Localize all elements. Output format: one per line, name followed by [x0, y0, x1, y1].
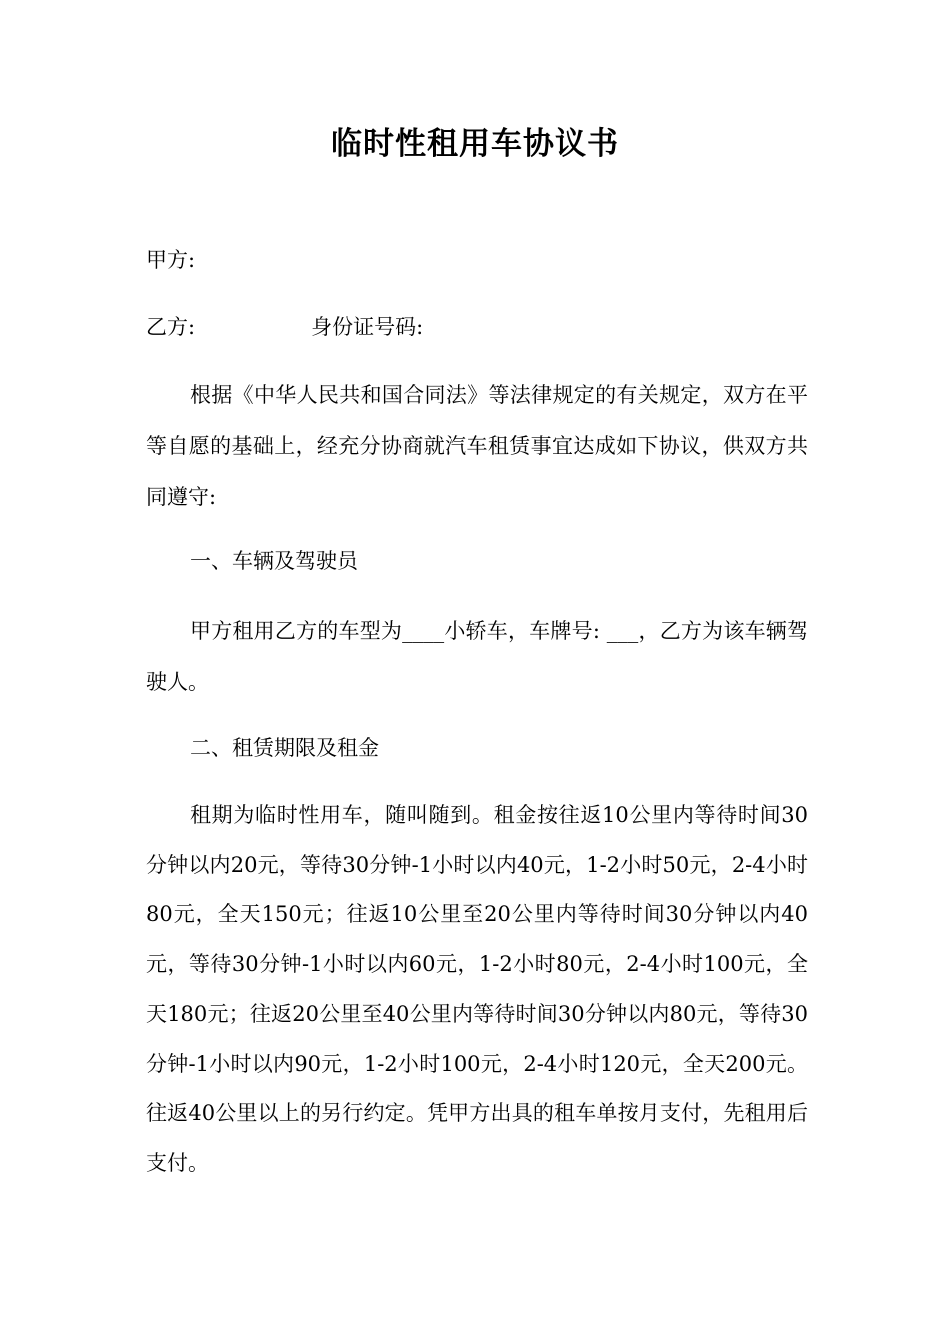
party-b-line	[146, 312, 423, 342]
section2-heading: 二、租赁期限及租金	[190, 736, 379, 760]
party-a-label: 甲方:	[146, 248, 196, 272]
section2-paragraph: 租期为临时性用车，随叫随到。租金按往返10公里内等待时间30分钟以内20元，等待30分钟-1小时以内40元，1-2小时50元，2-4小时80元，全天150元；往返10公里至20公里内等待时间30分钟以内40元，等待30分钟-1小时以内60元，1-2小时80元，2-4小时100元，全天180元；往返20公里至40公里内等待时间30分钟以内80元，等待30分钟-1小时以内90元，1-2小时100元，2-4小时120元，全天200元。往返40公里以上的另行约定。凭甲方出具的租车单按月支付，先租用后支付。	[146, 803, 808, 1175]
section1-paragraph: 甲方租用乙方的车型为____小轿车，车牌号: ___，乙方为该车辆驾驶人。	[146, 619, 808, 694]
document-title: 临时性租用车协议书	[331, 126, 619, 162]
id-number-label: 身份证号码:	[311, 315, 424, 339]
intro-paragraph: 根据《中华人民共和国合同法》等法律规定的有关规定，双方在平等自愿的基础上，经充分协商就汽车租赁事宜达成如下协议，供双方共同遵守:	[146, 383, 808, 509]
section1-heading: 一、车辆及驾驶员	[190, 549, 358, 573]
party-b-label: 乙方:	[146, 315, 196, 339]
